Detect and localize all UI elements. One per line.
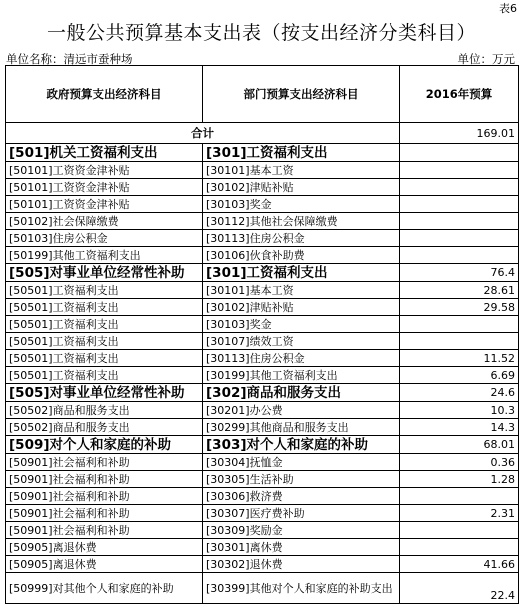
gov-subject-cell: [50501]工资福利支出 <box>6 299 203 316</box>
dept-subject-cell: [30106]伙食补助费 <box>203 247 400 264</box>
header-budget-2016: 2016年预算 <box>400 66 519 123</box>
table-row <box>6 282 519 299</box>
dept-subject-cell: [301]工资福利支出 <box>203 144 400 162</box>
category-row <box>6 436 519 454</box>
budget-amount-cell: 29.58 <box>400 299 519 316</box>
dept-subject-cell: [30305]生活补助 <box>203 471 400 488</box>
gov-subject-cell: [50501]工资福利支出 <box>6 333 203 350</box>
gov-subject-cell: [50501]工资福利支出 <box>6 316 203 333</box>
gov-subject-cell: [50901]社会福利和补助 <box>6 505 203 522</box>
gov-subject-cell: [50501]工资福利支出 <box>6 282 203 299</box>
gov-subject-cell: [50502]商品和服务支出 <box>6 419 203 436</box>
table-row <box>6 333 519 350</box>
table-row <box>6 230 519 247</box>
table-row <box>6 573 519 604</box>
category-row <box>6 144 519 162</box>
table-row <box>6 316 519 333</box>
gov-subject-cell: [50101]工资资金津补贴 <box>6 179 203 196</box>
budget-amount-cell <box>400 230 519 247</box>
budget-amount-cell <box>400 522 519 539</box>
gov-subject-cell: [50103]住房公积金 <box>6 230 203 247</box>
dept-subject-cell: [30309]奖励金 <box>203 522 400 539</box>
gov-subject-cell: [50502]商品和服务支出 <box>6 402 203 419</box>
dept-subject-cell: [30107]绩效工资 <box>203 333 400 350</box>
table-row <box>6 488 519 505</box>
gov-subject-cell: [505]对事业单位经常性补助 <box>6 264 203 282</box>
currency-unit-label: 单位：万元 <box>457 52 515 66</box>
gov-subject-cell: [50901]社会福利和补助 <box>6 471 203 488</box>
table-row <box>6 162 519 179</box>
table-row <box>6 419 519 436</box>
dept-subject-cell: [30306]救济费 <box>203 488 400 505</box>
dept-subject-cell: [30103]奖金 <box>203 196 400 213</box>
gov-subject-cell: [50101]工资资金津补贴 <box>6 162 203 179</box>
budget-amount-cell: 24.6 <box>400 384 519 402</box>
budget-amount-cell: 1.28 <box>400 471 519 488</box>
total-label: 合计 <box>6 123 400 144</box>
dept-subject-cell: [30399]其他对个人和家庭的补助支出 <box>203 573 400 604</box>
table-row <box>6 196 519 213</box>
dept-subject-cell: [30304]抚恤金 <box>203 454 400 471</box>
budget-amount-cell <box>400 213 519 230</box>
dept-subject-cell: [30102]津贴补贴 <box>203 299 400 316</box>
gov-subject-cell: [50501]工资福利支出 <box>6 367 203 384</box>
table-row <box>6 454 519 471</box>
table-row <box>6 350 519 367</box>
dept-subject-cell: [30113]住房公积金 <box>203 230 400 247</box>
gov-subject-cell: [50501]工资福利支出 <box>6 350 203 367</box>
budget-amount-cell <box>400 539 519 556</box>
gov-subject-cell: [505]对事业单位经常性补助 <box>6 384 203 402</box>
dept-subject-cell: [30101]基本工资 <box>203 162 400 179</box>
gov-subject-cell: [50905]离退休费 <box>6 539 203 556</box>
dept-subject-cell: [30201]办公费 <box>203 402 400 419</box>
table-row <box>6 299 519 316</box>
budget-amount-cell <box>400 247 519 264</box>
dept-subject-cell: [30112]其他社会保障缴费 <box>203 213 400 230</box>
gov-subject-cell: [50901]社会福利和补助 <box>6 454 203 471</box>
total-row <box>6 123 519 144</box>
gov-subject-cell: [50901]社会福利和补助 <box>6 488 203 505</box>
budget-amount-cell: 11.52 <box>400 350 519 367</box>
budget-amount-cell <box>400 179 519 196</box>
dept-subject-cell: [30199]其他工资福利支出 <box>203 367 400 384</box>
dept-subject-cell: [301]工资福利支出 <box>203 264 400 282</box>
budget-amount-cell: 6.69 <box>400 367 519 384</box>
category-row <box>6 264 519 282</box>
budget-amount-cell: 41.66 <box>400 556 519 573</box>
page-title: 一般公共预算基本支出表（按支出经济分类科目） <box>46 22 476 44</box>
dept-subject-cell: [30103]奖金 <box>203 316 400 333</box>
gov-subject-cell: [501]机关工资福利支出 <box>6 144 203 162</box>
header-dept-subject: 部门预算支出经济科目 <box>203 66 400 123</box>
gov-subject-cell: [50102]社会保障缴费 <box>6 213 203 230</box>
budget-amount-cell: 0.36 <box>400 454 519 471</box>
table-row <box>6 213 519 230</box>
table-row <box>6 539 519 556</box>
category-row <box>6 384 519 402</box>
budget-amount-cell: 28.61 <box>400 282 519 299</box>
budget-amount-cell <box>400 333 519 350</box>
dept-subject-cell: [30301]离休费 <box>203 539 400 556</box>
gov-subject-cell: [50999]对其他个人和家庭的补助 <box>6 573 203 604</box>
table-number-tag: 表6 <box>499 2 517 15</box>
dept-subject-cell: [30302]退休费 <box>203 556 400 573</box>
header-gov-subject: 政府预算支出经济科目 <box>6 66 203 123</box>
budget-amount-cell <box>400 144 519 162</box>
budget-amount-cell: 68.01 <box>400 436 519 454</box>
table-row <box>6 367 519 384</box>
table-row <box>6 247 519 264</box>
gov-subject-cell: [50199]其他工资福利支出 <box>6 247 203 264</box>
budget-table <box>5 65 519 604</box>
dept-subject-cell: [30113]住房公积金 <box>203 350 400 367</box>
budget-amount-cell: 2.31 <box>400 505 519 522</box>
gov-subject-cell: [50901]社会福利和补助 <box>6 522 203 539</box>
dept-subject-cell: [30307]医疗费补助 <box>203 505 400 522</box>
gov-subject-cell: [509]对个人和家庭的补助 <box>6 436 203 454</box>
table-header-row <box>6 66 519 123</box>
table-row <box>6 505 519 522</box>
table-row <box>6 556 519 573</box>
dept-subject-cell: [302]商品和服务支出 <box>203 384 400 402</box>
budget-amount-cell: 10.3 <box>400 402 519 419</box>
dept-subject-cell: [30299]其他商品和服务支出 <box>203 419 400 436</box>
dept-subject-cell: [30102]津贴补贴 <box>203 179 400 196</box>
table-row <box>6 471 519 488</box>
budget-amount-cell <box>400 196 519 213</box>
gov-subject-cell: [50905]离退休费 <box>6 556 203 573</box>
budget-amount-cell <box>400 316 519 333</box>
total-value: 169.01 <box>400 123 519 144</box>
dept-subject-cell: [30101]基本工资 <box>203 282 400 299</box>
budget-amount-cell: 14.3 <box>400 419 519 436</box>
unit-name-label: 单位名称：清远市蚕种场 <box>6 52 133 66</box>
budget-amount-cell: 22.4 <box>400 573 519 604</box>
table-row <box>6 522 519 539</box>
table-row <box>6 402 519 419</box>
dept-subject-cell: [303]对个人和家庭的补助 <box>203 436 400 454</box>
budget-amount-cell <box>400 162 519 179</box>
budget-amount-cell: 76.4 <box>400 264 519 282</box>
table-row <box>6 179 519 196</box>
gov-subject-cell: [50101]工资资金津补贴 <box>6 196 203 213</box>
budget-amount-cell <box>400 488 519 505</box>
